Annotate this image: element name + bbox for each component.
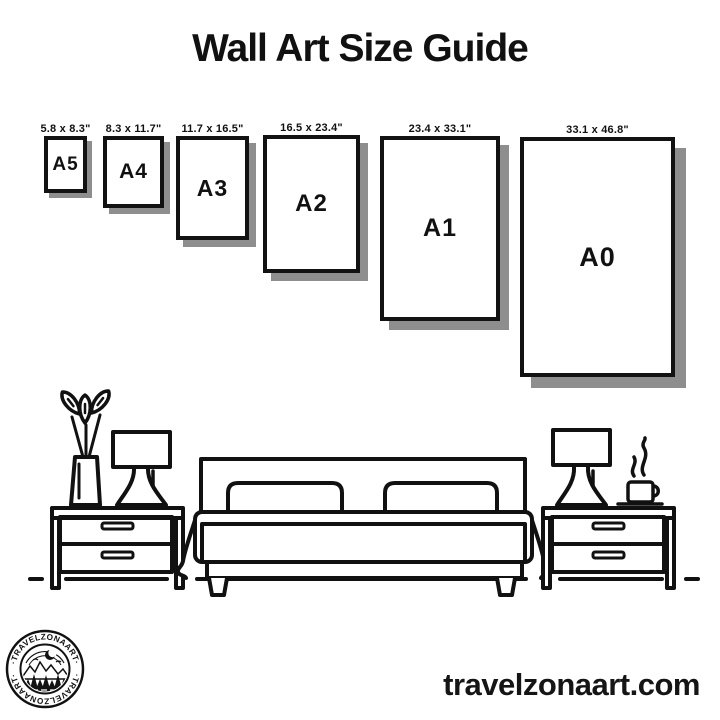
page-title: Wall Art Size Guide — [192, 27, 528, 70]
size-dimensions-a1: 23.4 x 33.1" — [408, 123, 472, 135]
size-frame-a4 — [103, 123, 164, 208]
table-lamp-left-icon — [113, 432, 170, 505]
size-dimensions-a3: 11.7 x 16.5" — [181, 123, 244, 135]
nightstand-right-icon — [543, 508, 674, 588]
table-lamp-right-icon — [553, 430, 610, 505]
size-code-a0: A0 — [579, 241, 616, 272]
size-frame-a2 — [263, 122, 360, 273]
size-dimensions-a0: 33.1 x 46.8" — [566, 124, 629, 136]
mountains-icon — [21, 662, 70, 679]
bedroom-illustration — [25, 383, 700, 600]
size-code-a1: A1 — [423, 214, 457, 242]
website-url: travelzonaart.com — [443, 667, 700, 702]
size-frame-a5 — [40, 123, 91, 193]
size-frame-a1 — [380, 123, 500, 321]
bird-icon — [33, 659, 38, 660]
brand-logo-badge — [5, 629, 85, 709]
logo-arc-text-bottom: ·TRAVELZONAART· — [8, 672, 82, 706]
bed-icon — [178, 459, 549, 595]
size-code-a2: A2 — [295, 190, 328, 217]
size-dimensions-a5: 5.8 x 8.3" — [40, 123, 91, 135]
size-dimensions-a2: 16.5 x 23.4" — [280, 122, 343, 134]
plant-vase-icon — [58, 388, 113, 505]
size-frame-a3 — [176, 123, 249, 240]
size-code-a4: A4 — [119, 160, 148, 183]
size-dimensions-a4: 8.3 x 11.7" — [105, 123, 162, 135]
size-code-a5: A5 — [52, 153, 79, 175]
logo-arc-text-top: ·TRAVELZONAART· — [8, 632, 82, 666]
coffee-cup-icon — [618, 438, 662, 504]
nightstand-left-icon — [52, 508, 183, 588]
size-code-a3: A3 — [196, 174, 229, 201]
size-frame-a0 — [520, 124, 675, 377]
svg-text:·TRAVELZONAART· — [9, 632, 81, 665]
